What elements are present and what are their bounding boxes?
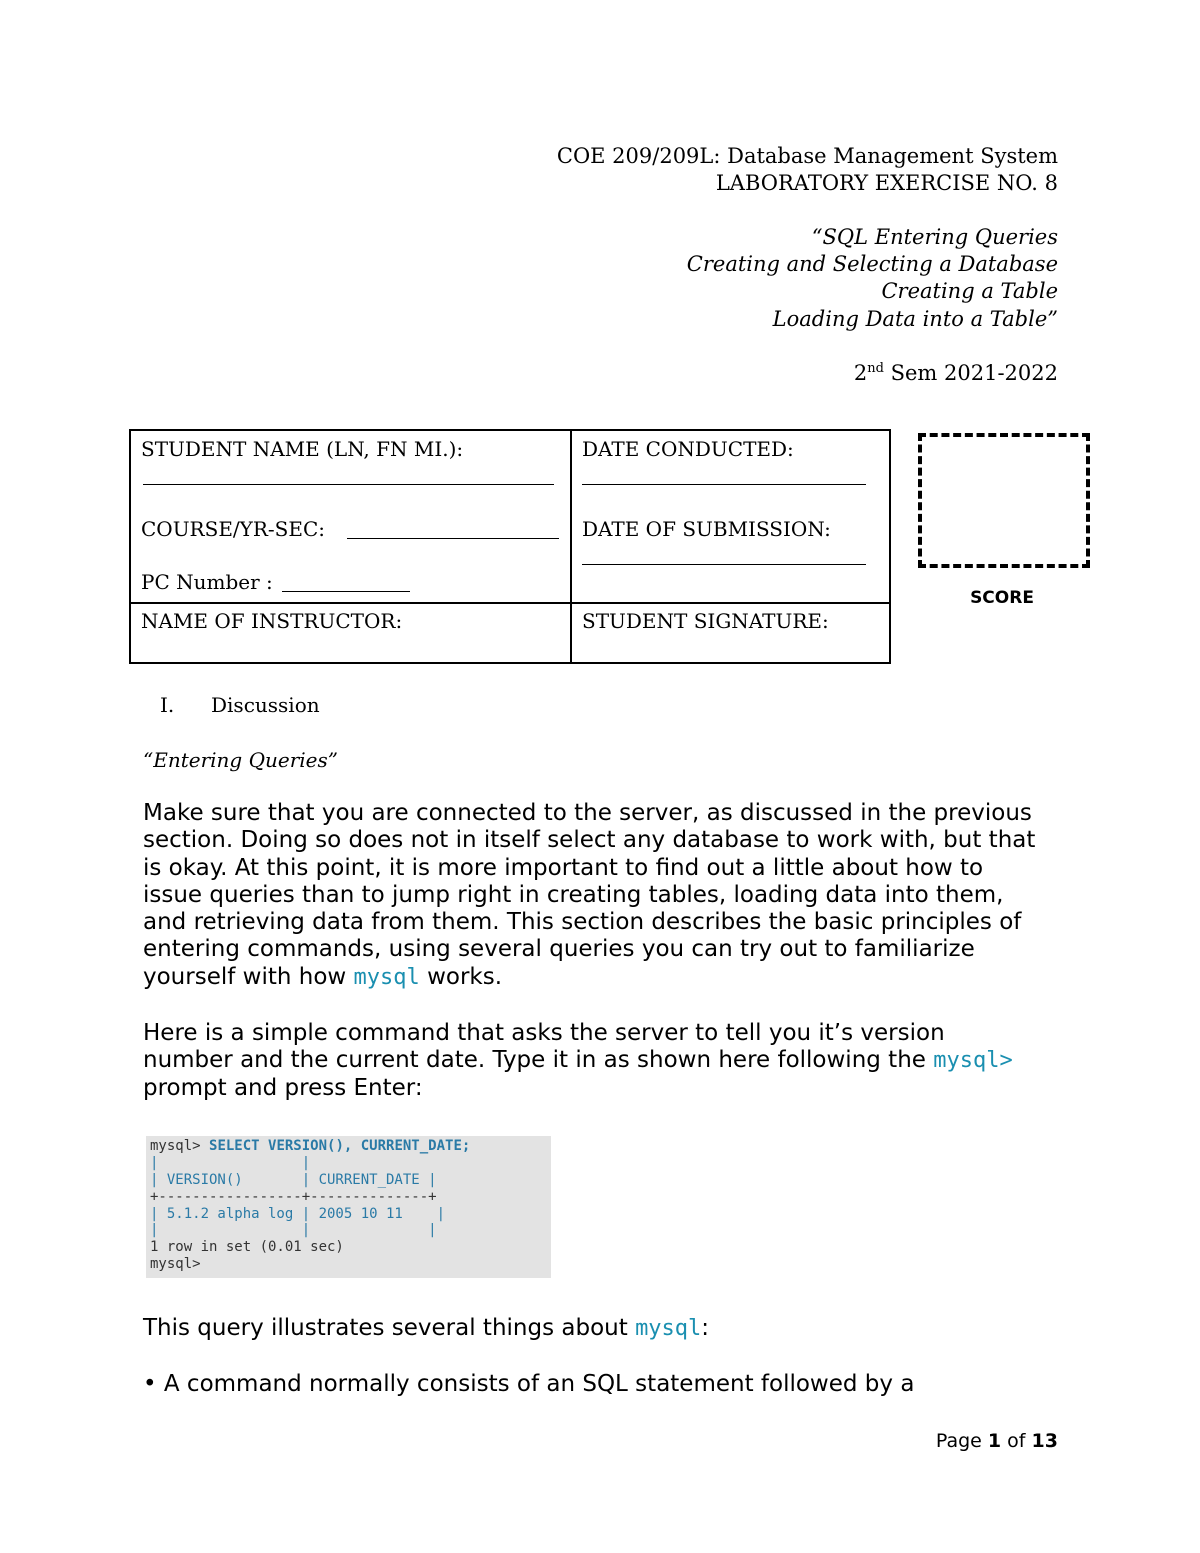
topic-line-3: Creating a Table [881, 279, 1058, 303]
paragraph-line: prompt and press Enter: [143, 1074, 423, 1101]
paragraph-line: number and the current date. Type it in as shown here following the mysql> [143, 1047, 1013, 1074]
date-submission-label: DATE OF SUBMISSION: [582, 517, 831, 541]
date-conducted-label: DATE CONDUCTED: [582, 437, 794, 461]
mysql-prompt-code: mysql> [933, 1048, 1013, 1074]
paragraph-line: issue queries than to jump right in creating tables, loading data into them, [143, 881, 1004, 908]
student-name-field[interactable] [143, 484, 554, 485]
paragraph-illustrates: This query illustrates several things about mysql: [143, 1315, 710, 1341]
course-yr-sec-field[interactable] [347, 538, 559, 539]
instructor-label: NAME OF INSTRUCTOR: [141, 609, 403, 633]
paragraph-line: and retrieving data from them. This section describes the basic principles of [143, 909, 1022, 936]
paragraph-simple-command [143, 1020, 1073, 1102]
paragraph-line: Make sure that you are connected to the server, as discussed in the previous [143, 800, 1032, 826]
mysql-code: mysql [635, 1316, 702, 1341]
paragraph-line: entering commands, using several queries you can try out to familiarize [143, 936, 975, 963]
paragraph-line: section. Doing so does not in itself select any database to work with, but that [143, 827, 1036, 854]
paragraph-line: is okay. At this point, it is more important to find out a little about how to [143, 854, 984, 881]
signature-label: STUDENT SIGNATURE: [582, 609, 829, 633]
topic-line-4: Loading Data into a Table” [772, 307, 1058, 331]
student-info-table [129, 429, 891, 664]
section-title: Discussion [211, 693, 320, 717]
pc-number-field[interactable] [282, 591, 410, 592]
paragraph-entering-queries [143, 800, 1073, 991]
date-submission-field[interactable] [582, 564, 866, 565]
section-number: I. [160, 693, 175, 717]
pc-number-label: PC Number : [141, 570, 273, 594]
bullet-command: • A command normally consists of an SQL statement followed by a [143, 1371, 915, 1397]
page-number: Page 1 of 13 [935, 1430, 1058, 1452]
topic-line-2: Creating and Selecting a Database [686, 252, 1058, 276]
student-name-label: STUDENT NAME (LN, FN MI.): [141, 437, 464, 461]
score-label: SCORE [970, 588, 1034, 608]
paragraph-line: Here is a simple command that asks the server to tell you it’s version [143, 1020, 945, 1046]
terminal-output: mysql> SELECT VERSION(), CURRENT_DATE; | | | VERSION() | CURRENT_DATE | +-----------------+--------------+ | 5.1.2 alpha log | 2005 10 11 | | | | 1 row in set (0.01 sec) mysql> [146, 1136, 551, 1278]
mysql-code: mysql [353, 964, 420, 990]
course-title: COE 209/209L: Database Management System [556, 144, 1058, 168]
score-box [918, 433, 1090, 568]
topic-line-1: “SQL Entering Queries [811, 225, 1058, 249]
course-yr-sec-label: COURSE/YR-SEC: [141, 517, 326, 541]
subheading: “Entering Queries” [143, 748, 338, 772]
paragraph-line: yourself with how mysql works. [143, 963, 503, 990]
semester: 2nd Sem 2021-2022 [853, 361, 1058, 385]
exercise-title: LABORATORY EXERCISE NO. 8 [715, 171, 1058, 195]
date-conducted-field[interactable] [582, 484, 866, 485]
